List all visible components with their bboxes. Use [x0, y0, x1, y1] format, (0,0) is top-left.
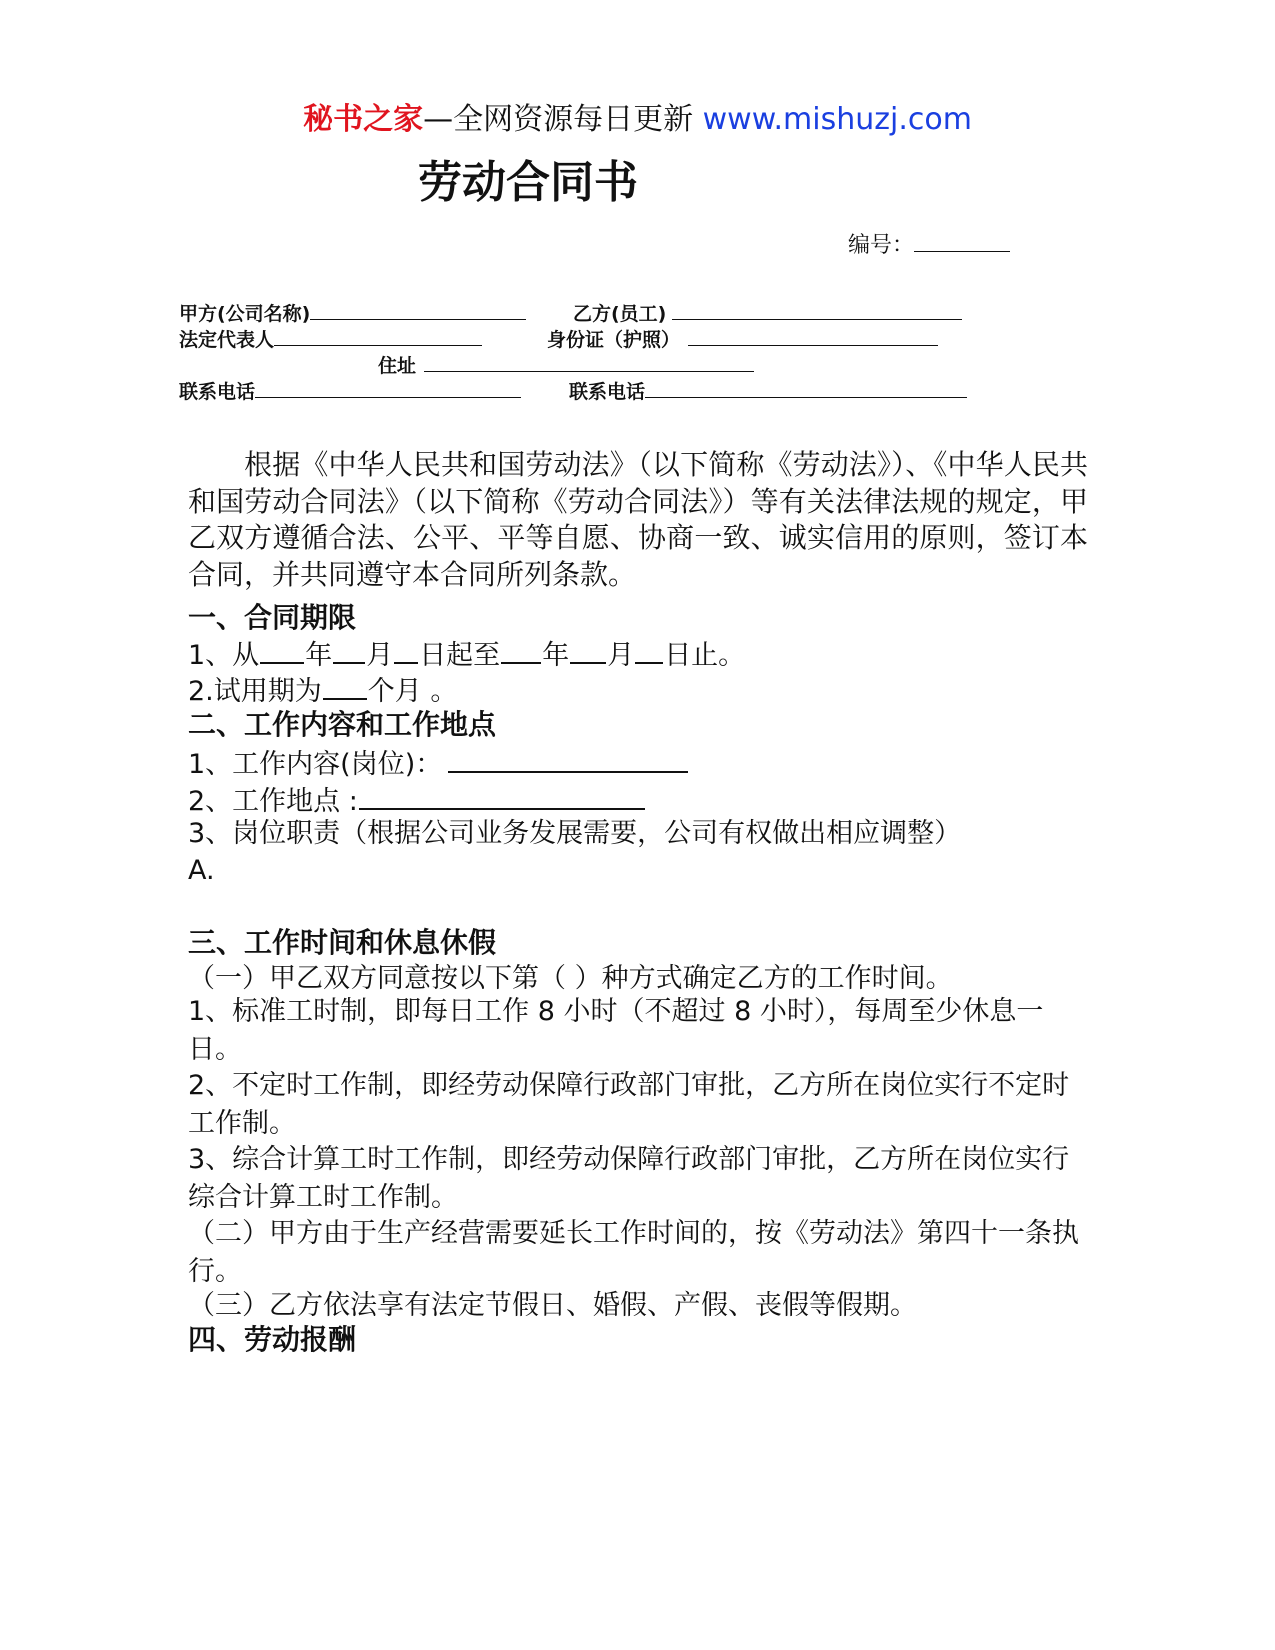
- year-label: 年: [542, 640, 570, 671]
- sec3-para-2: 1、标准工时制，即每日工作 8 小时（不超过 8 小时），每周至少休息一日。: [188, 996, 1044, 1065]
- phone-b-field: [569, 377, 967, 405]
- section-2-heading: 二、工作内容和工作地点: [188, 708, 497, 741]
- phone-a-label: 联系电话: [179, 381, 256, 403]
- address-field: [378, 351, 754, 379]
- legal-rep-field: [179, 325, 482, 353]
- duty-item-a: A.: [188, 855, 215, 886]
- day-to-label: 日止。: [664, 640, 746, 671]
- day-from-label: 日起至: [419, 640, 501, 671]
- id-blank[interactable]: [688, 325, 938, 346]
- section-1-heading: 一、合同期限: [188, 601, 357, 634]
- start-month-blank[interactable]: [333, 634, 365, 664]
- probation-suffix: 个月 。: [367, 676, 458, 707]
- sec3-para-6: （三）乙方依法享有法定节假日、婚假、产假、丧假等假期。: [188, 1290, 917, 1321]
- party-a-label: 甲方(公司名称): [179, 303, 311, 325]
- end-day-blank[interactable]: [635, 634, 663, 664]
- address-blank[interactable]: [424, 351, 754, 372]
- job-content-label: 1、工作内容(岗位)：: [188, 749, 443, 780]
- job-content-blank[interactable]: [448, 743, 688, 773]
- section-4-heading: 四、劳动报酬: [188, 1323, 357, 1356]
- month-label: 月: [366, 640, 394, 671]
- number-label: 编号：: [848, 233, 915, 258]
- probation-line: [188, 670, 457, 710]
- party-b-field: [573, 299, 962, 327]
- phone-b-label: 联系电话: [569, 381, 646, 403]
- work-location-blank[interactable]: [359, 780, 645, 810]
- probation-months-blank[interactable]: [323, 670, 367, 700]
- job-content-line: [188, 743, 689, 783]
- party-b-label: 乙方(员工): [573, 303, 667, 325]
- address-label: 住址: [378, 355, 417, 377]
- start-day-blank[interactable]: [394, 634, 418, 664]
- banner-url[interactable]: www.mishuzj.com: [702, 102, 972, 137]
- contract-number: [848, 228, 1010, 259]
- phone-a-field: [179, 377, 521, 405]
- work-location-line: [188, 780, 646, 820]
- banner-tagline: —全网资源每日更新: [423, 102, 703, 137]
- section-3-heading: 三、工作时间和休息休假: [188, 926, 497, 959]
- id-field: [547, 325, 938, 353]
- month-label: 月: [607, 640, 635, 671]
- probation-prefix: 2.试用期为: [188, 676, 322, 707]
- end-year-blank[interactable]: [501, 634, 541, 664]
- party-a-field: [179, 299, 526, 327]
- legal-rep-label: 法定代表人: [179, 329, 275, 351]
- sec3-para-4: 3、综合计算工时工作制，即经劳动保障行政部门审批，乙方所在岗位实行综合计算工时工作制。: [188, 1144, 1070, 1213]
- year-label: 年: [305, 640, 333, 671]
- term-line: [188, 634, 745, 674]
- sec3-para-3: 2、不定时工作制，即经劳动保障行政部门审批，乙方所在岗位实行不定时工作制。: [188, 1070, 1070, 1139]
- duties-line: 3、岗位职责（根据公司业务发展需要，公司有权做出相应调整）: [188, 818, 962, 849]
- sec3-para-1: （一）甲乙双方同意按以下第（ ）种方式确定乙方的工作时间。: [188, 963, 953, 994]
- site-banner: [0, 100, 1275, 140]
- phone-b-blank[interactable]: [645, 377, 967, 398]
- id-label: 身份证（护照）: [547, 329, 681, 351]
- banner-brand: 秘书之家: [303, 102, 424, 137]
- term-prefix: 1、从: [188, 640, 260, 671]
- phone-a-blank[interactable]: [255, 377, 521, 398]
- sec3-para-5: （二）甲方由于生产经营需要延长工作时间的，按《劳动法》第四十一条执行。: [188, 1218, 1079, 1287]
- document-title: 劳动合同书: [418, 157, 638, 208]
- preamble-paragraph: [188, 447, 1088, 593]
- work-location-label: 2、工作地点 :: [188, 786, 358, 817]
- preamble-text: 根据《中华人民共和国劳动法》（以下简称《劳动法》）、《中华人民共和国劳动合同法》（以下简称《劳动合同法》）等有关法律法规的规定，甲乙双方遵循合法、公平、平等自愿、协商一致、诚实信用的原则，签订本合同，并共同遵守本合同所列条款。: [188, 448, 1088, 591]
- party-b-blank[interactable]: [672, 299, 962, 320]
- legal-rep-blank[interactable]: [274, 325, 482, 346]
- number-blank[interactable]: [914, 231, 1010, 252]
- end-month-blank[interactable]: [570, 634, 606, 664]
- start-year-blank[interactable]: [260, 634, 304, 664]
- party-a-blank[interactable]: [310, 299, 526, 320]
